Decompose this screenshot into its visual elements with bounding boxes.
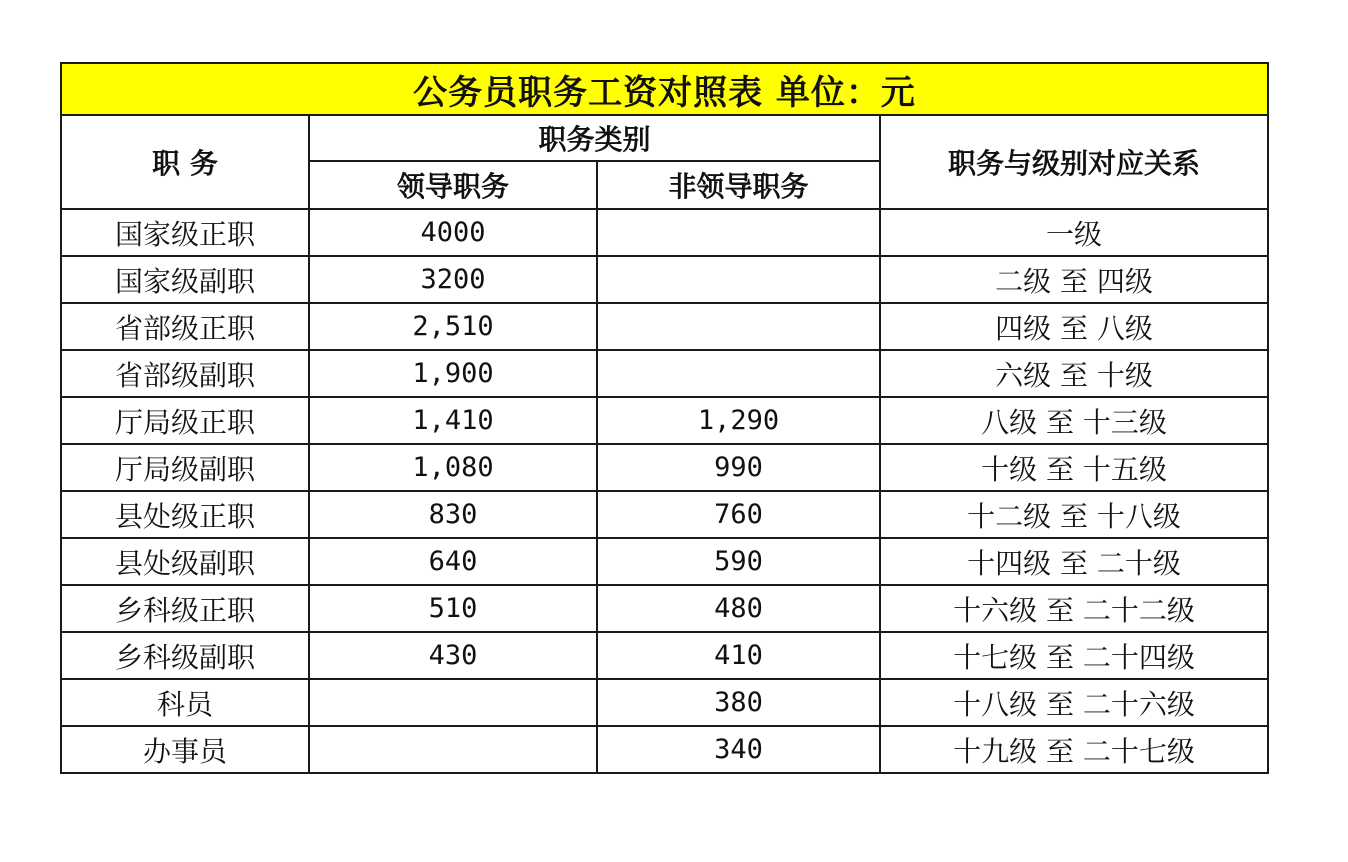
header-position: 职 务 xyxy=(61,115,309,209)
leadership-salary-cell: 640 xyxy=(309,538,597,585)
position-cell: 办事员 xyxy=(61,726,309,773)
level-range-cell: 十级 至 十五级 xyxy=(880,444,1268,491)
level-range-cell: 十二级 至 十八级 xyxy=(880,491,1268,538)
leadership-salary-cell: 4000 xyxy=(309,209,597,256)
header-row-main xyxy=(61,115,1268,161)
header-leadership: 领导职务 xyxy=(309,161,597,209)
non-leadership-salary-cell: 990 xyxy=(597,444,880,491)
position-cell: 国家级正职 xyxy=(61,209,309,256)
non-leadership-salary-cell: 380 xyxy=(597,679,880,726)
level-range-cell: 一级 xyxy=(880,209,1268,256)
table-row xyxy=(61,726,1268,773)
leadership-salary-cell: 430 xyxy=(309,632,597,679)
level-range-cell: 八级 至 十三级 xyxy=(880,397,1268,444)
leadership-salary-cell xyxy=(309,679,597,726)
level-range-cell: 二级 至 四级 xyxy=(880,256,1268,303)
level-range-cell: 十七级 至 二十四级 xyxy=(880,632,1268,679)
position-cell: 县处级副职 xyxy=(61,538,309,585)
leadership-salary-cell: 3200 xyxy=(309,256,597,303)
position-cell: 省部级副职 xyxy=(61,350,309,397)
level-range-cell: 四级 至 八级 xyxy=(880,303,1268,350)
level-range-cell: 十八级 至 二十六级 xyxy=(880,679,1268,726)
table-row xyxy=(61,444,1268,491)
level-range-cell: 十六级 至 二十二级 xyxy=(880,585,1268,632)
salary-table xyxy=(60,62,1269,774)
title-row xyxy=(61,63,1268,115)
table-row xyxy=(61,256,1268,303)
position-cell: 厅局级副职 xyxy=(61,444,309,491)
table-row xyxy=(61,303,1268,350)
table-row xyxy=(61,632,1268,679)
non-leadership-salary-cell: 480 xyxy=(597,585,880,632)
position-cell: 县处级正职 xyxy=(61,491,309,538)
leadership-salary-cell: 1,900 xyxy=(309,350,597,397)
non-leadership-salary-cell: 760 xyxy=(597,491,880,538)
salary-table-body xyxy=(61,63,1268,773)
position-cell: 乡科级副职 xyxy=(61,632,309,679)
position-cell: 乡科级正职 xyxy=(61,585,309,632)
leadership-salary-cell xyxy=(309,726,597,773)
non-leadership-salary-cell xyxy=(597,303,880,350)
header-non-leadership: 非领导职务 xyxy=(597,161,880,209)
header-category: 职务类别 xyxy=(309,115,880,161)
non-leadership-salary-cell: 410 xyxy=(597,632,880,679)
leadership-salary-cell: 1,080 xyxy=(309,444,597,491)
header-level-relation: 职务与级别对应关系 xyxy=(880,115,1268,209)
position-cell: 省部级正职 xyxy=(61,303,309,350)
position-cell: 科员 xyxy=(61,679,309,726)
table-row xyxy=(61,350,1268,397)
table-row xyxy=(61,491,1268,538)
position-cell: 国家级副职 xyxy=(61,256,309,303)
level-range-cell: 十四级 至 二十级 xyxy=(880,538,1268,585)
non-leadership-salary-cell xyxy=(597,350,880,397)
leadership-salary-cell: 830 xyxy=(309,491,597,538)
level-range-cell: 六级 至 十级 xyxy=(880,350,1268,397)
non-leadership-salary-cell: 590 xyxy=(597,538,880,585)
table-row xyxy=(61,397,1268,444)
non-leadership-salary-cell xyxy=(597,256,880,303)
non-leadership-salary-cell: 340 xyxy=(597,726,880,773)
leadership-salary-cell: 2,510 xyxy=(309,303,597,350)
position-cell: 厅局级正职 xyxy=(61,397,309,444)
table-row xyxy=(61,679,1268,726)
leadership-salary-cell: 510 xyxy=(309,585,597,632)
level-range-cell: 十九级 至 二十七级 xyxy=(880,726,1268,773)
non-leadership-salary-cell: 1,290 xyxy=(597,397,880,444)
table-row xyxy=(61,585,1268,632)
table-row xyxy=(61,209,1268,256)
non-leadership-salary-cell xyxy=(597,209,880,256)
table-row xyxy=(61,538,1268,585)
table-title: 公务员职务工资对照表 单位：元 xyxy=(61,63,1268,115)
leadership-salary-cell: 1,410 xyxy=(309,397,597,444)
